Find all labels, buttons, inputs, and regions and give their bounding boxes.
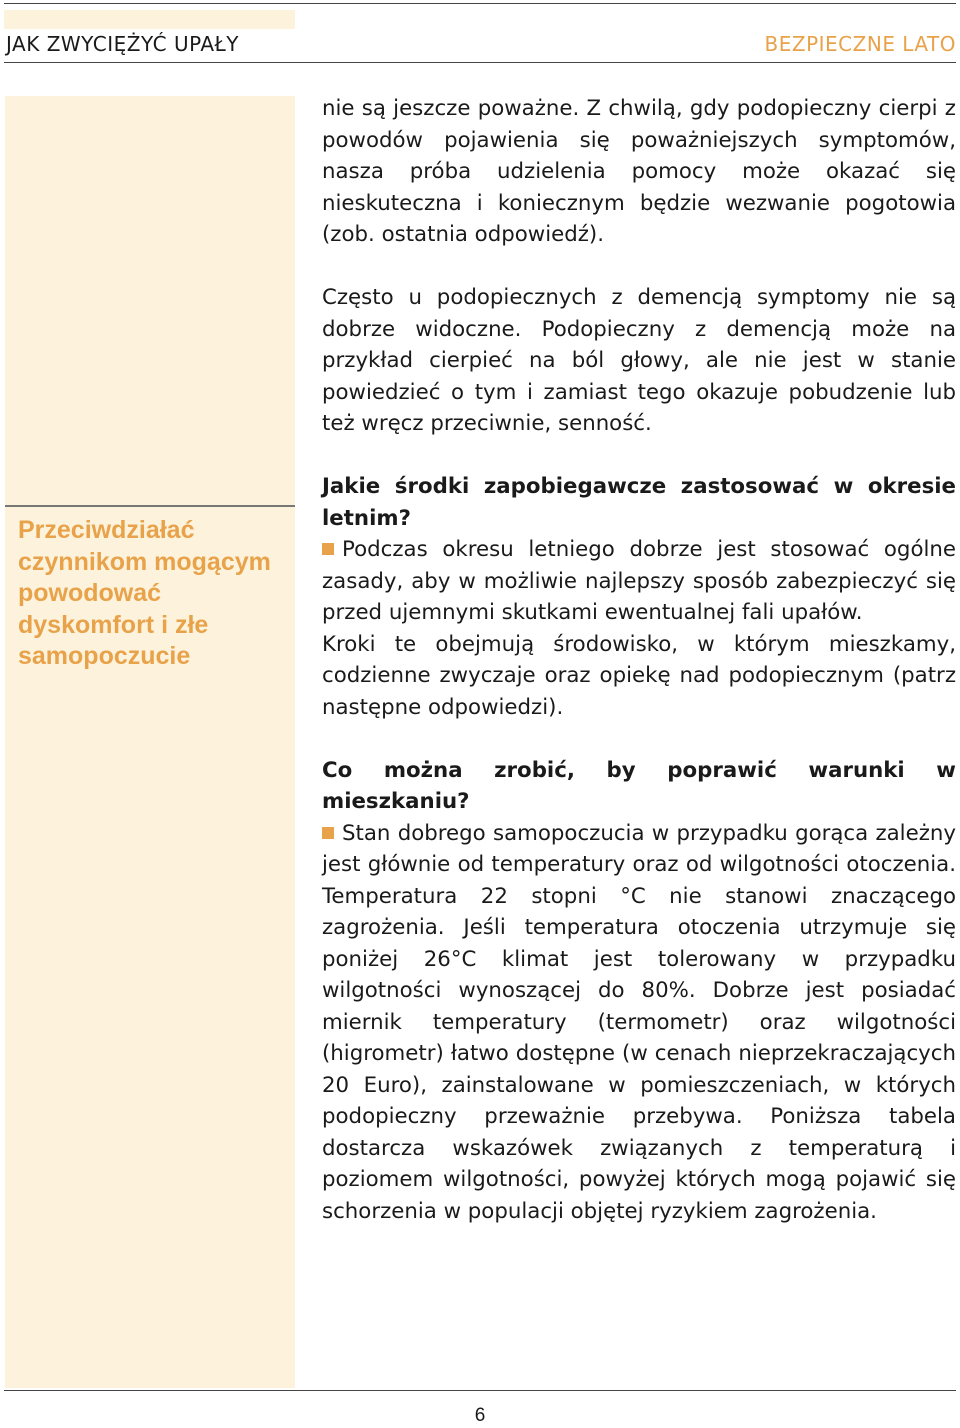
running-header-section: BEZPIECZNE LATO [764,32,956,56]
page-number: 6 [474,1405,486,1426]
square-bullet-icon [322,827,334,839]
answer-text: Stan dobrego samopoczucia w przypadku gorąca zależny jest głównie od temperatury oraz od wilgotności otoczenia. Temperatura 22 stopni °C nie stanowi znaczącego zagrożenia. Jeśli temperatura otoczenia utrzymuje się poniżej 26°C klimat jest tolerowany w przypadku wilgotności wynoszącej do 80%. Dobrze jest posiadać miernik temperatury (termometr) oraz wilgotności (higrometr) łatwo dostępne (w cenach nieprzekraczających 20 Euro), zainstalowane w pomieszczeniach, w których podopieczny przeważnie przebywa. Poniższa tabela dostarcza wskazówek związanych z temperaturą i poziomem wilgotności, powyżej których mogą pojawić się schorzenia w populacji objętej ryzykiem zagrożenia. [322,820,956,1224]
footer-rule [4,1390,956,1391]
square-bullet-icon [322,543,334,555]
paragraph: Często u podopiecznych z demencją symptomy nie są dobrze widoczne. Podopieczny z demencją może na przykład cierpieć na ból głowy, ale nie jest w stanie powiedzieć o tym i zamiast tego okazuje pobudzenie lub też wręcz przeciwnie, senność. [322,285,956,436]
top-rule [4,3,956,4]
header-rule [4,62,956,63]
answer-paragraph [322,818,956,1228]
paragraph: Kroki te obejmują środowisko, w którym mieszkamy, codzienne zwyczaje oraz opiekę nad podopiecznym (patrz następne odpowiedzi). [322,631,956,720]
sidebar-heading: Przeciwdziałać czynnikom mogącym powodować dyskomfort i złe samopoczucie [18,516,271,670]
main-content [322,93,956,1227]
answer-text: Podczas okresu letniego dobrze jest stosować ogólne zasady, aby w możliwie najlepszy sposób zabezpieczyć się przed ujemnymi skutkami ewentualnej fali upałów. [322,537,956,625]
sidebar [5,96,295,1388]
answer-paragraph [322,534,956,629]
header-tab-shade [4,10,295,29]
paragraph: nie są jeszcze poważne. Z chwilą, gdy podopieczny cierpi z powodów pojawienia się poważniejszych symptomów, nasza próba udzielenia pomocy może okazać się nieskuteczna i koniecznym będzie wezwanie pogotowia (zob. ostatnia odpowiedź). [322,96,956,247]
running-header-title: JAK ZWYCIĘŻYĆ UPAŁY [6,32,240,56]
sidebar-rule [5,505,295,507]
question-heading: Jakie środki zapobiegawcze zastosować w okresie letnim? [322,474,956,531]
question-heading: Co można zrobić, by poprawić warunki w mieszkaniu? [322,757,956,814]
